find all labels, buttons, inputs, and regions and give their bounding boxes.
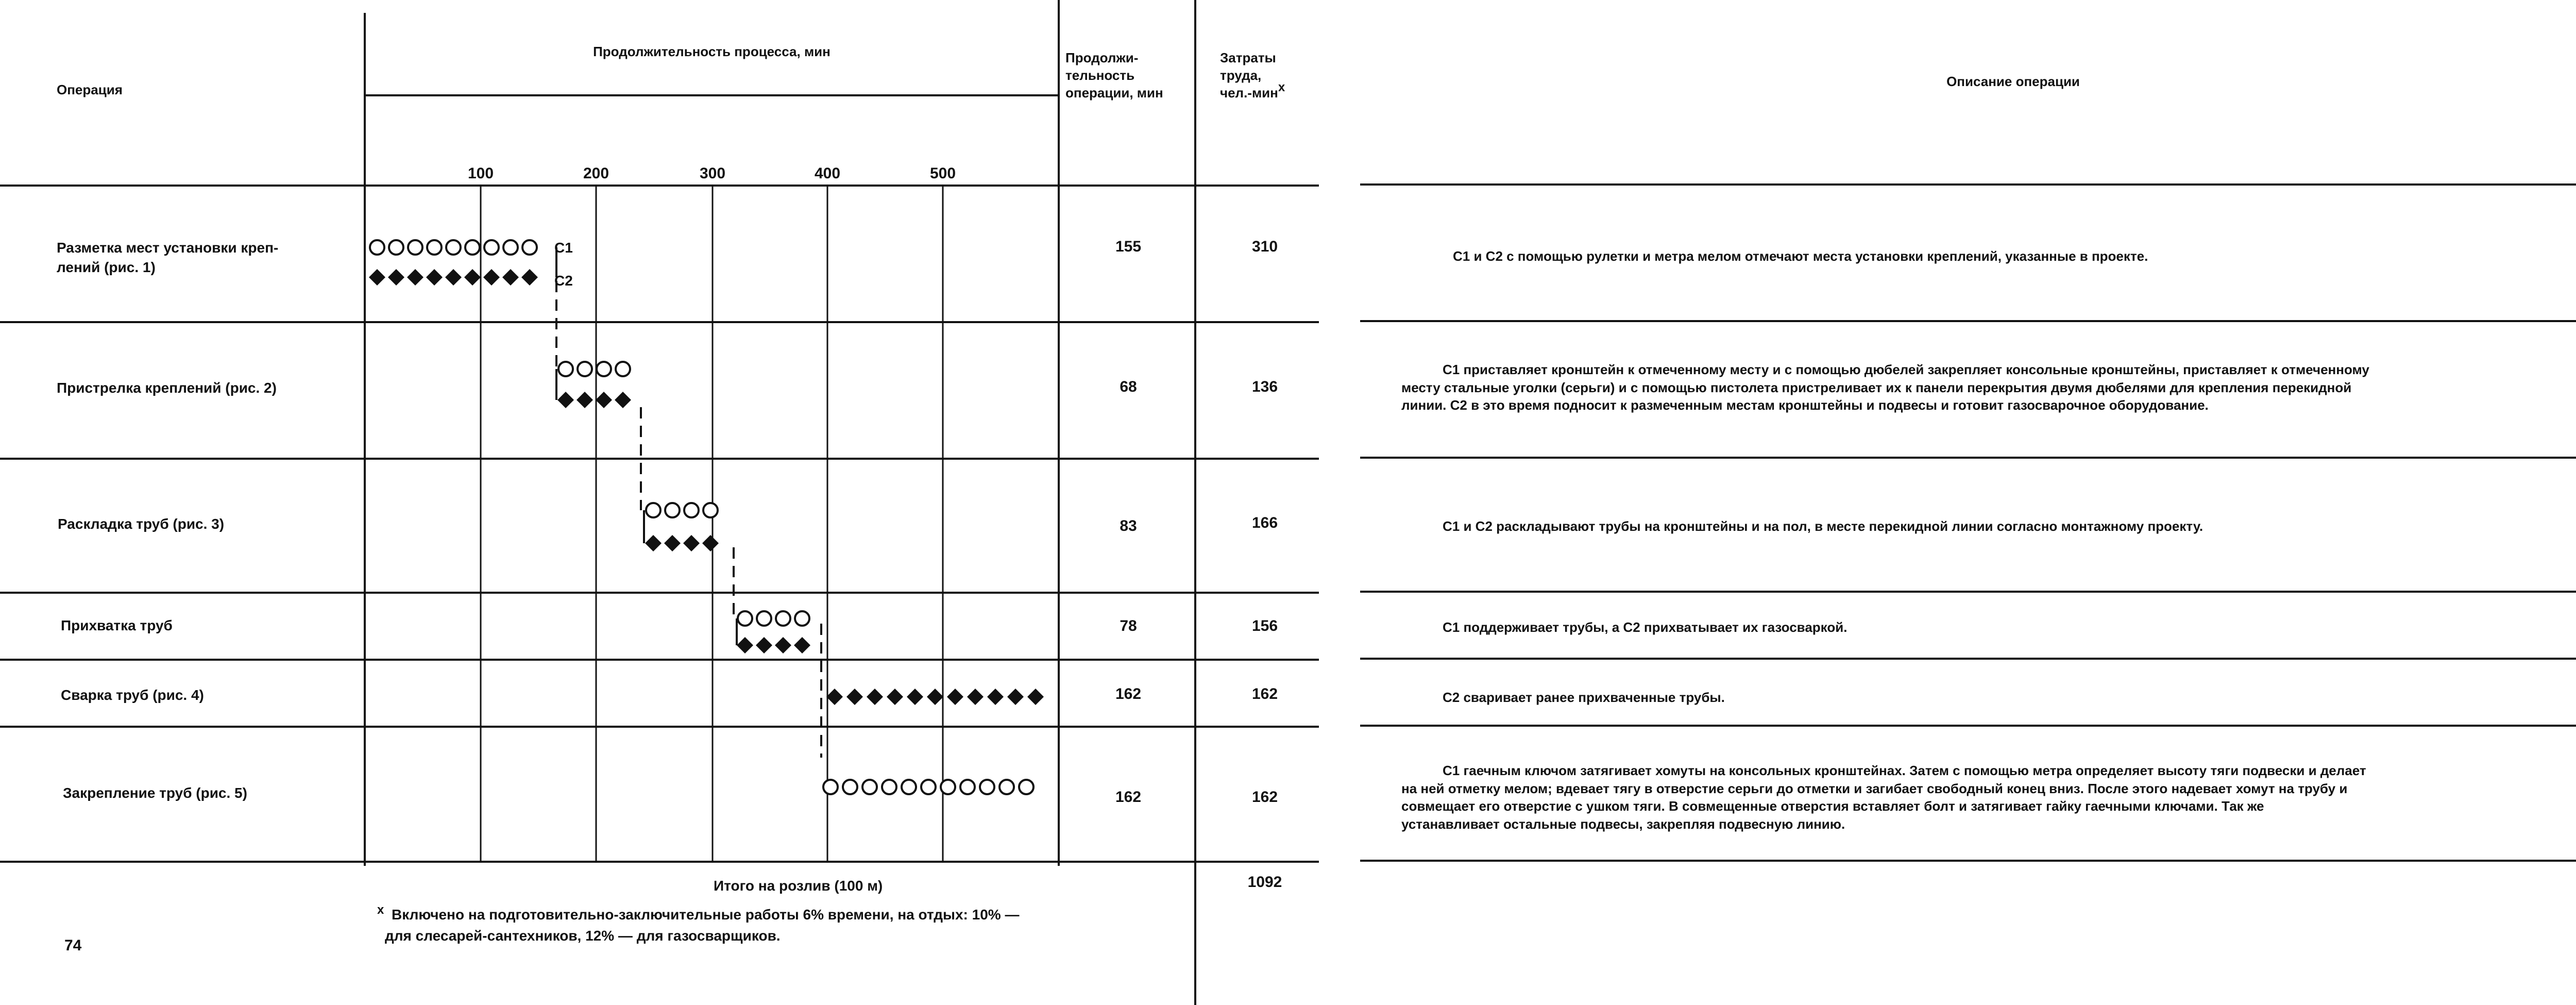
description-line: месту стальные уголки (серьги) и с помощью пистолета пристреливает их к панели перекрытия двумя дюбелями для крепления перекидной bbox=[1401, 379, 2352, 395]
c1-work-mark bbox=[843, 780, 857, 794]
c1-work-mark bbox=[578, 362, 592, 376]
c1-work-mark bbox=[465, 240, 480, 255]
total-label: Итого на розлив (100 м) bbox=[714, 878, 883, 894]
worker-label-c2: C2 bbox=[554, 273, 573, 289]
c2-work-mark bbox=[1027, 689, 1044, 705]
operation-cell bbox=[57, 238, 345, 277]
duration-value: 155 bbox=[1115, 238, 1142, 255]
c2-work-mark bbox=[464, 269, 481, 286]
c2-work-mark bbox=[826, 689, 843, 705]
c2-work-mark bbox=[867, 689, 883, 705]
c2-work-mark bbox=[615, 392, 631, 408]
footnote-line: Включено на подготовительно-заключительные работы 6% времени, на отдых: 10% — bbox=[392, 907, 1020, 923]
c1-work-mark bbox=[1019, 780, 1033, 794]
labor-value: 162 bbox=[1251, 685, 1278, 702]
duration-value: 162 bbox=[1115, 685, 1142, 702]
operation-cell: Пристрелка креплений (рис. 2) bbox=[57, 380, 277, 396]
op-duration-header bbox=[1065, 49, 1163, 102]
labor-header bbox=[1220, 49, 1285, 102]
labor-footnote-mark: x bbox=[1278, 80, 1285, 94]
c1-work-mark bbox=[446, 240, 461, 255]
labor-value: 162 bbox=[1251, 789, 1278, 806]
c2-work-mark bbox=[967, 689, 984, 705]
worker-label-c1: C1 bbox=[554, 240, 573, 256]
c2-work-mark bbox=[445, 269, 462, 286]
op-duration-header-line: операции, мин bbox=[1065, 85, 1163, 100]
c2-work-mark bbox=[664, 535, 681, 551]
c2-work-mark bbox=[702, 535, 719, 551]
c2-work-mark bbox=[596, 392, 612, 408]
c2-work-mark bbox=[645, 535, 662, 551]
operation-header: Операция bbox=[57, 82, 123, 97]
c2-work-mark bbox=[407, 269, 423, 286]
labor-value: 166 bbox=[1251, 514, 1278, 531]
c1-work-mark bbox=[616, 362, 630, 376]
c1-work-mark bbox=[921, 780, 936, 794]
c1-work-mark bbox=[558, 362, 573, 376]
description-line: линии. С2 в это время подносит к размеченным местам кронштейны и подвесы и готовит газосварочное оборудование. bbox=[1401, 397, 2209, 413]
c1-work-mark bbox=[597, 362, 611, 376]
c2-work-mark bbox=[502, 269, 519, 286]
c2-work-mark bbox=[756, 637, 772, 654]
description-line: устанавливает остальные подвесы, закрепляя подвесную линию. bbox=[1401, 816, 1845, 832]
c1-work-mark bbox=[370, 240, 384, 255]
c2-work-mark bbox=[846, 689, 863, 705]
c1-work-mark bbox=[427, 240, 442, 255]
time-tick: 400 bbox=[814, 165, 841, 182]
c1-work-mark bbox=[389, 240, 403, 255]
page-number-left: 74 bbox=[64, 937, 82, 954]
c1-work-mark bbox=[902, 780, 916, 794]
c2-work-mark bbox=[887, 689, 903, 705]
labor-value: 156 bbox=[1251, 617, 1278, 634]
labor-value: 310 bbox=[1251, 238, 1278, 255]
labor-value: 136 bbox=[1251, 378, 1278, 395]
c1-work-mark bbox=[999, 780, 1014, 794]
c1-work-mark bbox=[823, 780, 838, 794]
c2-work-mark bbox=[483, 269, 500, 286]
c1-work-mark bbox=[646, 503, 660, 517]
c2-work-mark bbox=[577, 392, 593, 408]
footnote bbox=[377, 904, 1019, 946]
description-cell bbox=[1401, 361, 2576, 414]
c1-work-mark bbox=[503, 240, 518, 255]
duration-value: 68 bbox=[1120, 378, 1137, 395]
time-tick: 500 bbox=[929, 165, 956, 182]
c1-work-mark bbox=[522, 240, 537, 255]
c1-work-mark bbox=[703, 503, 718, 517]
process-duration-header: Продолжительность процесса, мин bbox=[593, 44, 831, 59]
description-line: С1 приставляет кронштейн к отмеченному месту и с помощью дюбелей закрепляет консольные кронштейны, приставляет к отмеченному bbox=[1443, 362, 2369, 377]
labor-header-line: труда, bbox=[1220, 67, 1262, 83]
operation-cell: Закрепление труб (рис. 5) bbox=[63, 785, 247, 801]
c1-work-mark bbox=[738, 611, 752, 626]
description-cell bbox=[1443, 618, 2576, 636]
description-cell bbox=[1443, 689, 2576, 707]
duration-value: 83 bbox=[1120, 517, 1137, 534]
description-line: С1 и С2 раскладывают трубы на кронштейны и на пол, в месте перекидной линии согласно монтажному проекту. bbox=[1443, 518, 2204, 534]
duration-value: 78 bbox=[1120, 617, 1137, 634]
time-tick: 300 bbox=[699, 165, 726, 182]
c2-work-mark bbox=[426, 269, 443, 286]
c2-work-mark bbox=[927, 689, 943, 705]
operation-cell: Сварка труб (рис. 4) bbox=[61, 687, 204, 703]
c2-work-mark bbox=[388, 269, 404, 286]
c2-work-mark bbox=[683, 535, 700, 551]
c2-work-mark bbox=[907, 689, 923, 705]
c2-work-mark bbox=[521, 269, 538, 286]
time-tick: 200 bbox=[583, 165, 609, 182]
total-value: 1092 bbox=[1247, 874, 1282, 891]
c1-work-mark bbox=[484, 240, 499, 255]
time-gridlines bbox=[481, 186, 943, 862]
c2-work-mark bbox=[947, 689, 963, 705]
description-line: С1 и С2 с помощью рулетки и метра мелом отмечают места установки креплений, указанные в проекте. bbox=[1453, 248, 2148, 264]
c2-work-mark bbox=[737, 637, 753, 654]
description-cell bbox=[1443, 517, 2576, 535]
c1-work-mark bbox=[776, 611, 790, 626]
description-line: С1 поддерживает трубы, а С2 прихватывает их газосваркой. bbox=[1443, 619, 1848, 635]
c1-work-mark bbox=[862, 780, 877, 794]
c1-work-mark bbox=[980, 780, 994, 794]
c2-work-mark bbox=[987, 689, 1004, 705]
c1-work-mark bbox=[408, 240, 422, 255]
c2-work-mark bbox=[794, 637, 810, 654]
operation-line: Разметка мест установки креп- bbox=[57, 240, 279, 256]
description-line: на ней отметку мелом; вдевает тягу в отверстие серьги до отметки и загибает свободный конец вниз. После этого надевает хомут на трубу и bbox=[1401, 780, 2348, 796]
c1-work-mark bbox=[795, 611, 809, 626]
footnote-line: для слесарей-сантехников, 12% — для газосварщиков. bbox=[385, 927, 781, 944]
operation-cell: Прихватка труб bbox=[61, 617, 173, 633]
description-header: Описание операции bbox=[1946, 74, 2080, 89]
description-line: С1 гаечным ключом затягивает хомуты на консольных кронштейнах. Затем с помощью метра определяет высоту тяги подвески и делает bbox=[1443, 763, 2366, 778]
c2-work-mark bbox=[1007, 689, 1024, 705]
description-cell bbox=[1401, 762, 2576, 833]
description-cell bbox=[1453, 247, 2576, 265]
c1-work-mark bbox=[941, 780, 955, 794]
c1-work-mark bbox=[684, 503, 699, 517]
labor-header-line: чел.-мин bbox=[1220, 85, 1278, 100]
c2-work-mark bbox=[775, 637, 791, 654]
operation-line: лений (рис. 1) bbox=[57, 259, 156, 275]
op-duration-header-line: Продолжи- bbox=[1065, 50, 1139, 65]
c1-work-mark bbox=[882, 780, 896, 794]
footnote-mark: x bbox=[377, 903, 384, 917]
operation-cell: Раскладка труб (рис. 3) bbox=[58, 516, 225, 532]
op-duration-header-line: тельность bbox=[1065, 67, 1135, 83]
c2-work-mark bbox=[369, 269, 385, 286]
c1-work-mark bbox=[960, 780, 975, 794]
c2-work-mark bbox=[557, 392, 574, 408]
time-tick: 100 bbox=[467, 165, 494, 182]
duration-value: 162 bbox=[1115, 789, 1142, 806]
description-line: С2 сваривает ранее прихваченные трубы. bbox=[1443, 690, 1725, 705]
c1-work-mark bbox=[757, 611, 771, 626]
labor-header-line: Затраты bbox=[1220, 50, 1276, 65]
c1-work-mark bbox=[665, 503, 680, 517]
description-line: совмещает его отверстие с ушком тяги. В совмещенные отверстия вставляет болт и затягивает гайку гаечными ключами. Так же bbox=[1401, 798, 2264, 814]
